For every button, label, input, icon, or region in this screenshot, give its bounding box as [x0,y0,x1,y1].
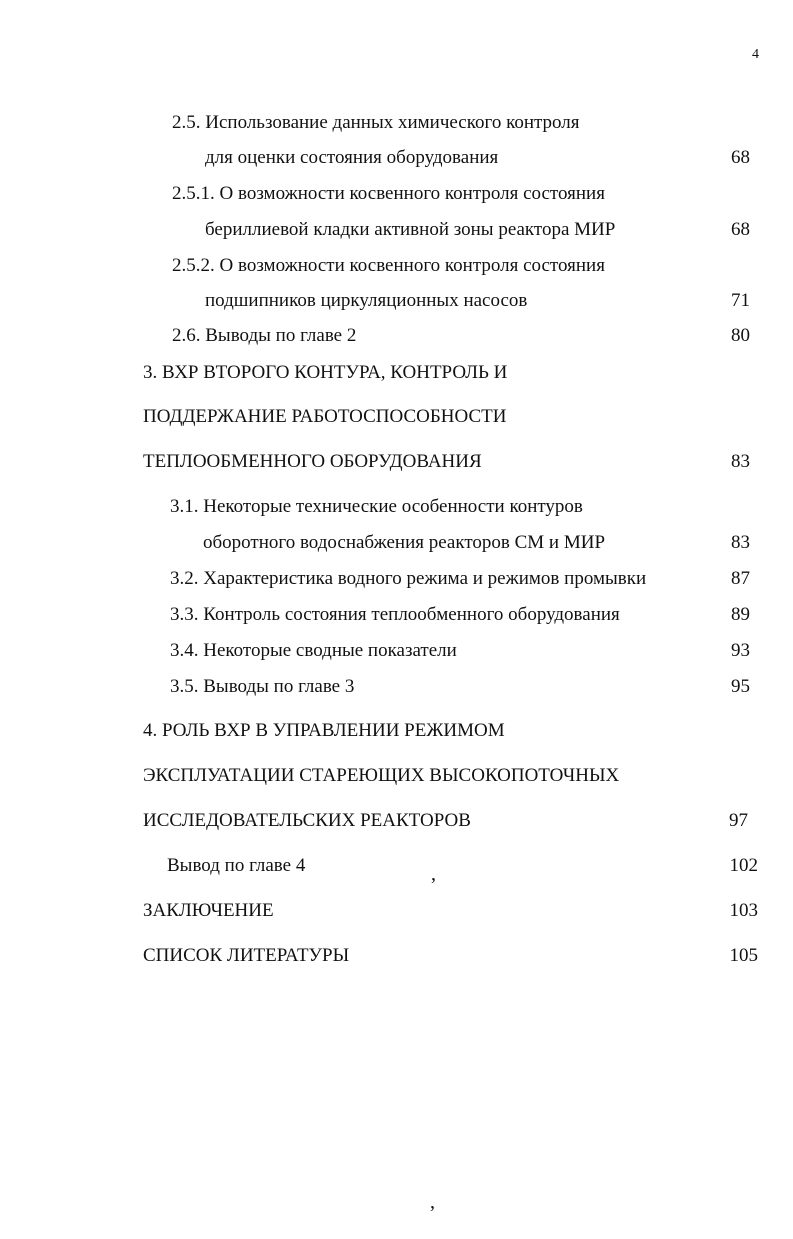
toc-page-number: 83 [731,451,750,472]
toc-page-number: 95 [731,676,750,697]
toc-entry-line: подшипников циркуляционных насосов [205,290,528,311]
toc-entry-line: 3. ВХР ВТОРОГО КОНТУРА, КОНТРОЛЬ И [143,362,508,383]
toc-entry-line: 3.2. Характеристика водного режима и режимов промывки [170,568,647,589]
toc-entry-line: СПИСОК ЛИТЕРАТУРЫ [143,945,350,966]
toc-page-number: 103 [729,900,758,921]
toc-page-number: 105 [729,945,758,966]
toc-entry-line: Вывод по главе 4 [167,855,306,876]
stray-mark: , [430,1191,435,1213]
toc-page-number: 89 [731,604,750,625]
toc-entry-line: 4. РОЛЬ ВХР В УПРАВЛЕНИИ РЕЖИМОМ [143,720,505,741]
toc-page-number: 80 [731,325,750,346]
toc-entry-line: оборотного водоснабжения реакторов СМ и МИР [203,532,606,553]
toc-page-number: 93 [731,640,750,661]
toc-entry-line: 3.4. Некоторые сводные показатели [170,640,457,661]
toc-entry-line: для оценки состояния оборудования [205,147,499,168]
toc-entry-line: 2.6. Выводы по главе 2 [172,325,357,346]
toc-page-number: 71 [731,290,750,311]
toc-entry-line: 2.5.2. О возможности косвенного контроля состояния [172,255,605,276]
toc-entry-line: 2.5. Использование данных химического контроля [172,112,580,133]
toc-entry-line: 3.1. Некоторые технические особенности контуров [170,496,583,517]
toc-entry-line: бериллиевой кладки активной зоны реактора МИР [205,219,616,240]
toc-page-number: 68 [731,219,750,240]
toc-entry-line: ПОДДЕРЖАНИЕ РАБОТОСПОСОБНОСТИ [143,406,507,427]
stray-mark: , [431,863,436,885]
toc-entry-line: 3.3. Контроль состояния теплообменного оборудования [170,604,620,625]
toc-entry-line: 2.5.1. О возможности косвенного контроля состояния [172,183,605,204]
toc-page-number: 97 [729,810,748,831]
toc-entry-line: ЗАКЛЮЧЕНИЕ [143,900,274,921]
toc-entry-line: 3.5. Выводы по главе 3 [170,676,355,697]
toc-page-number: 102 [729,855,758,876]
toc-page-number: 68 [731,147,750,168]
toc-entry-line: ИССЛЕДОВАТЕЛЬСКИХ РЕАКТОРОВ [143,810,471,831]
toc-entry-line: ЭКСПЛУАТАЦИИ СТАРЕЮЩИХ ВЫСОКОПОТОЧНЫХ [143,765,620,786]
toc-page-number: 87 [731,568,750,589]
page-number: 4 [752,47,759,62]
toc-entry-line: ТЕПЛООБМЕННОГО ОБОРУДОВАНИЯ [143,451,482,472]
toc-page-number: 83 [731,532,750,553]
